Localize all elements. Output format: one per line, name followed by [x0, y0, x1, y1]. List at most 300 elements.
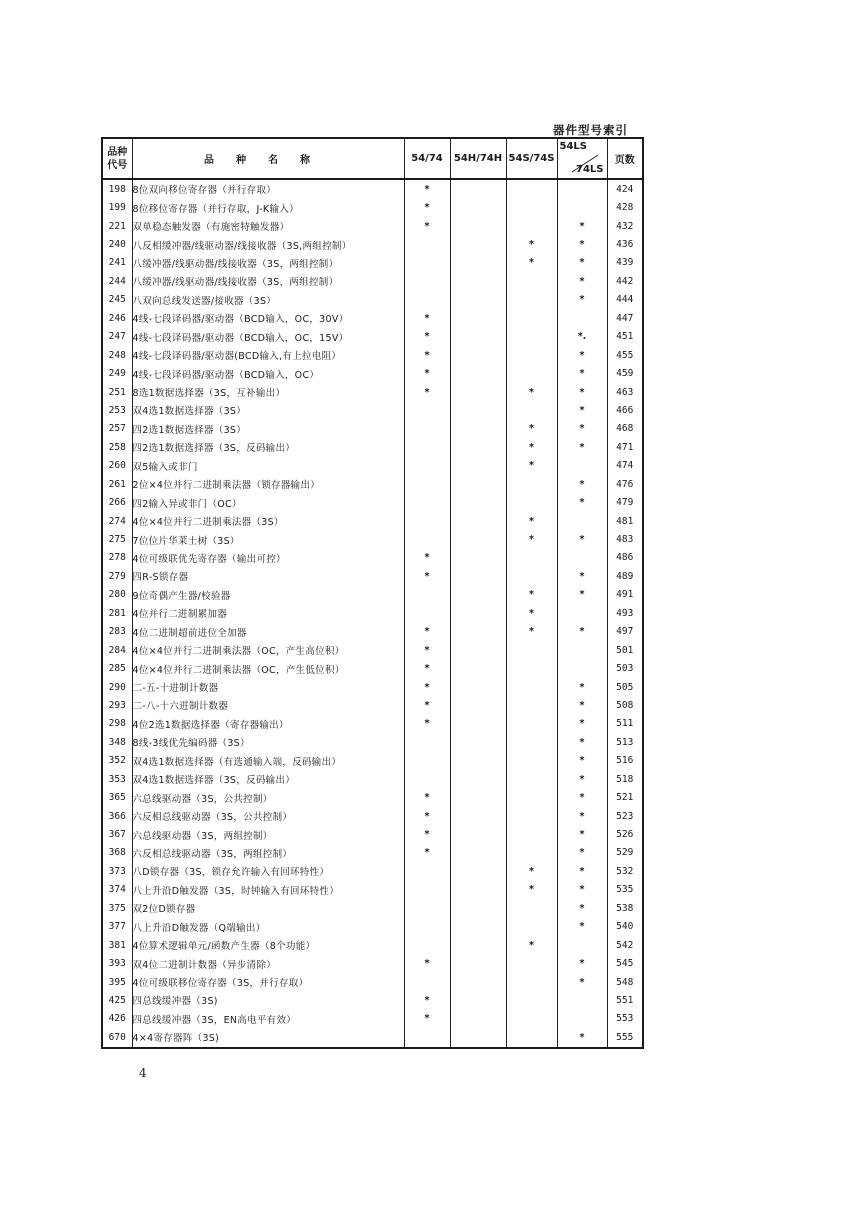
row-name: 4位可级联移位寄存器（3S，并行存取）	[132, 973, 404, 991]
mark-5474	[404, 438, 450, 456]
mark-54h	[450, 1028, 506, 1047]
row-page: 501	[607, 641, 643, 659]
mark-54s	[506, 954, 557, 972]
mark-5474: *	[404, 788, 450, 806]
mark-5474	[404, 401, 450, 419]
row-page: 439	[607, 254, 643, 272]
mark-54ls	[557, 309, 607, 327]
mark-54h	[450, 457, 506, 475]
row-page: 511	[607, 715, 643, 733]
table-row	[102, 217, 643, 235]
mark-5474	[404, 457, 450, 475]
table-row	[102, 179, 643, 198]
row-code: 348	[102, 733, 132, 751]
row-name: 8位双向移位寄存器（并行存取）	[132, 179, 404, 198]
row-code: 278	[102, 549, 132, 567]
mark-54s: *	[506, 862, 557, 880]
row-page: 532	[607, 862, 643, 880]
row-code: 373	[102, 862, 132, 880]
row-code: 353	[102, 770, 132, 788]
mark-54ls	[557, 659, 607, 677]
row-code: 670	[102, 1028, 132, 1047]
row-name: 7位位片华莱士树（3S）	[132, 530, 404, 548]
mark-54s: *	[506, 881, 557, 899]
table-row	[102, 788, 643, 806]
row-code: 284	[102, 641, 132, 659]
table-row	[102, 198, 643, 216]
table-row	[102, 401, 643, 419]
mark-54ls	[557, 604, 607, 622]
table-row	[102, 254, 643, 272]
table-row	[102, 991, 643, 1009]
mark-54h	[450, 752, 506, 770]
mark-54ls: *	[557, 420, 607, 438]
table-row	[102, 659, 643, 677]
mark-54ls	[557, 991, 607, 1009]
mark-54s	[506, 179, 557, 198]
row-code: 425	[102, 991, 132, 1009]
mark-5474: *	[404, 659, 450, 677]
mark-54s	[506, 918, 557, 936]
table-row	[102, 1028, 643, 1047]
mark-5474	[404, 862, 450, 880]
row-code: 290	[102, 678, 132, 696]
mark-54ls: *	[557, 586, 607, 604]
row-page: 459	[607, 364, 643, 382]
table-row	[102, 715, 643, 733]
row-code: 281	[102, 604, 132, 622]
mark-54s	[506, 733, 557, 751]
table-row	[102, 604, 643, 622]
row-code: 244	[102, 272, 132, 290]
row-code: 395	[102, 973, 132, 991]
row-code: 365	[102, 788, 132, 806]
mark-54ls	[557, 179, 607, 198]
mark-54ls: *	[557, 272, 607, 290]
device-index-table	[101, 137, 644, 1049]
mark-54ls: *	[557, 364, 607, 382]
mark-54s	[506, 788, 557, 806]
row-code: 260	[102, 457, 132, 475]
row-name: 八缓冲器/线驱动器/线接收器（3S，两组控制）	[132, 254, 404, 272]
header-5474: 54/74	[404, 138, 450, 179]
table-row	[102, 954, 643, 972]
table-row	[102, 586, 643, 604]
mark-54h	[450, 991, 506, 1009]
mark-54ls: *	[557, 383, 607, 401]
table-row	[102, 936, 643, 954]
index-title: 器件型号索引	[553, 123, 628, 137]
mark-54ls: *	[557, 678, 607, 696]
mark-5474	[404, 272, 450, 290]
mark-54h	[450, 973, 506, 991]
mark-54h	[450, 586, 506, 604]
row-code: 248	[102, 346, 132, 364]
mark-54s: *	[506, 235, 557, 253]
row-name: 四总线缓冲器（3S)	[132, 991, 404, 1009]
mark-54ls: *	[557, 623, 607, 641]
row-name: 4位可级联优先寄存器（输出可控）	[132, 549, 404, 567]
mark-54s	[506, 328, 557, 346]
table-row	[102, 844, 643, 862]
mark-5474: *	[404, 715, 450, 733]
mark-54ls	[557, 457, 607, 475]
mark-54h	[450, 272, 506, 290]
mark-5474	[404, 936, 450, 954]
mark-5474: *	[404, 844, 450, 862]
mark-5474	[404, 530, 450, 548]
mark-54h	[450, 549, 506, 567]
mark-54h	[450, 825, 506, 843]
row-code: 253	[102, 401, 132, 419]
row-code: 374	[102, 881, 132, 899]
table-row	[102, 973, 643, 991]
mark-54s	[506, 752, 557, 770]
row-name: 4线-七段译码器/驱动器（BCD输入，OC）	[132, 364, 404, 382]
table-row	[102, 493, 643, 511]
row-code: 352	[102, 752, 132, 770]
row-name: 4线-七段译码器/驱动器（BCD输入，OC，15V）	[132, 328, 404, 346]
mark-5474	[404, 493, 450, 511]
mark-54s	[506, 309, 557, 327]
row-page: 442	[607, 272, 643, 290]
page-number: 4	[139, 1066, 147, 1080]
row-code: 274	[102, 512, 132, 530]
row-code: 275	[102, 530, 132, 548]
header-code	[102, 138, 132, 179]
table-row	[102, 512, 643, 530]
mark-5474	[404, 918, 450, 936]
mark-5474: *	[404, 1010, 450, 1028]
mark-54h	[450, 328, 506, 346]
mark-54s: *	[506, 530, 557, 548]
row-name: 六反相总线驱动器（3S，公共控制）	[132, 807, 404, 825]
row-code: 261	[102, 475, 132, 493]
mark-54h	[450, 770, 506, 788]
mark-54ls: *	[557, 715, 607, 733]
mark-54ls	[557, 1010, 607, 1028]
row-page: 491	[607, 586, 643, 604]
mark-54h	[450, 788, 506, 806]
row-page: 432	[607, 217, 643, 235]
row-name: 双单稳态触发器（有施密特触发器）	[132, 217, 404, 235]
mark-54ls: *	[557, 954, 607, 972]
mark-54h	[450, 696, 506, 714]
mark-54ls: *	[557, 401, 607, 419]
row-name: 双4位二进制计数器（异步清除）	[132, 954, 404, 972]
row-page: 455	[607, 346, 643, 364]
mark-54s	[506, 641, 557, 659]
mark-54s	[506, 291, 557, 309]
mark-54s	[506, 549, 557, 567]
mark-5474: *	[404, 991, 450, 1009]
row-name: 八上升沿D触发器（Q端输出）	[132, 918, 404, 936]
mark-54s	[506, 973, 557, 991]
table-row	[102, 881, 643, 899]
mark-5474: *	[404, 179, 450, 198]
mark-54s	[506, 715, 557, 733]
mark-54ls: *	[557, 530, 607, 548]
mark-54h	[450, 346, 506, 364]
mark-54h	[450, 383, 506, 401]
row-code: 279	[102, 567, 132, 585]
mark-5474: *	[404, 309, 450, 327]
mark-54h	[450, 659, 506, 677]
mark-54h	[450, 364, 506, 382]
row-name: 4×4寄存器阵（3S)	[132, 1028, 404, 1047]
row-page: 513	[607, 733, 643, 751]
row-page: 540	[607, 918, 643, 936]
row-code: 198	[102, 179, 132, 198]
mark-54ls: *	[557, 438, 607, 456]
mark-5474: *	[404, 623, 450, 641]
row-code: 246	[102, 309, 132, 327]
mark-5474: *	[404, 641, 450, 659]
row-code: 241	[102, 254, 132, 272]
table-row	[102, 807, 643, 825]
mark-5474	[404, 752, 450, 770]
mark-54s	[506, 475, 557, 493]
table-row	[102, 530, 643, 548]
mark-54h	[450, 291, 506, 309]
mark-5474: *	[404, 696, 450, 714]
row-name: 四2输入异或非门（OC）	[132, 493, 404, 511]
mark-5474	[404, 973, 450, 991]
row-code: 245	[102, 291, 132, 309]
row-page: 486	[607, 549, 643, 567]
row-page: 503	[607, 659, 643, 677]
row-code: 251	[102, 383, 132, 401]
mark-54ls: *	[557, 475, 607, 493]
mark-5474	[404, 604, 450, 622]
row-page: 428	[607, 198, 643, 216]
mark-54ls: *	[557, 770, 607, 788]
mark-5474	[404, 770, 450, 788]
mark-54h	[450, 881, 506, 899]
row-name: 双2位D锁存器	[132, 899, 404, 917]
row-name: 4位×4位并行二进制乘法器（3S）	[132, 512, 404, 530]
table-row	[102, 733, 643, 751]
mark-54ls: *	[557, 254, 607, 272]
mark-54s: *	[506, 254, 557, 272]
header-54s: 54S/74S	[506, 138, 557, 179]
mark-54ls: *	[557, 862, 607, 880]
row-page: 436	[607, 235, 643, 253]
mark-54ls: *	[557, 973, 607, 991]
row-name: 八上升沿D触发器（3S，时钟输入有回环特性）	[132, 881, 404, 899]
row-name: 4位×4位并行二进制乘法器（OC，产生低位积）	[132, 659, 404, 677]
row-name: 六总线驱动器（3S，公共控制）	[132, 788, 404, 806]
row-page: 474	[607, 457, 643, 475]
row-name: 双4选1数据选择器（有选通输入端，反码输出）	[132, 752, 404, 770]
row-page: 476	[607, 475, 643, 493]
mark-54s	[506, 696, 557, 714]
row-page: 545	[607, 954, 643, 972]
row-code: 366	[102, 807, 132, 825]
row-page: 538	[607, 899, 643, 917]
mark-5474: *	[404, 567, 450, 585]
row-page: 508	[607, 696, 643, 714]
row-page: 535	[607, 881, 643, 899]
mark-54h	[450, 530, 506, 548]
mark-54ls	[557, 198, 607, 216]
mark-54h	[450, 604, 506, 622]
row-name: 六反相总线驱动器（3S，两组控制）	[132, 844, 404, 862]
table-row	[102, 328, 643, 346]
mark-54h	[450, 623, 506, 641]
table-header-row	[102, 138, 643, 179]
mark-5474	[404, 586, 450, 604]
mark-54h	[450, 807, 506, 825]
row-name: 8选1数据选择器（3S，互补输出）	[132, 383, 404, 401]
table-row	[102, 346, 643, 364]
row-name: 八D锁存器（3S，锁存允许输入有回环特性）	[132, 862, 404, 880]
mark-54ls: *	[557, 567, 607, 585]
row-name: 双4选1数据选择器（3S，反码输出）	[132, 770, 404, 788]
mark-54s	[506, 567, 557, 585]
mark-54ls: *	[557, 899, 607, 917]
mark-5474	[404, 733, 450, 751]
mark-54h	[450, 254, 506, 272]
mark-54ls: *	[557, 235, 607, 253]
mark-54ls	[557, 641, 607, 659]
mark-5474: *	[404, 217, 450, 235]
mark-5474: *	[404, 346, 450, 364]
row-code: 249	[102, 364, 132, 382]
mark-54h	[450, 217, 506, 235]
header-54h: 54H/74H	[450, 138, 506, 179]
row-page: 497	[607, 623, 643, 641]
table-row	[102, 383, 643, 401]
header-name: 品种名称	[132, 138, 404, 179]
mark-54s	[506, 1010, 557, 1028]
mark-54s	[506, 1028, 557, 1047]
mark-54h	[450, 862, 506, 880]
mark-54h	[450, 420, 506, 438]
row-name: 六总线驱动器（3S，两组控制）	[132, 825, 404, 843]
row-code: 258	[102, 438, 132, 456]
mark-54h	[450, 641, 506, 659]
mark-54s	[506, 825, 557, 843]
mark-5474	[404, 899, 450, 917]
table-row	[102, 770, 643, 788]
mark-54h	[450, 512, 506, 530]
row-code: 257	[102, 420, 132, 438]
mark-5474	[404, 291, 450, 309]
row-name: 8位移位寄存器（并行存取，J-K输入）	[132, 198, 404, 216]
mark-54s	[506, 198, 557, 216]
mark-54s	[506, 678, 557, 696]
mark-5474	[404, 254, 450, 272]
mark-54ls: *	[557, 752, 607, 770]
row-code: 240	[102, 235, 132, 253]
mark-54s: *	[506, 383, 557, 401]
mark-54h	[450, 567, 506, 585]
row-page: 481	[607, 512, 643, 530]
mark-54h	[450, 918, 506, 936]
mark-5474: *	[404, 807, 450, 825]
mark-54h	[450, 733, 506, 751]
mark-5474: *	[404, 198, 450, 216]
row-code: 247	[102, 328, 132, 346]
mark-54s	[506, 493, 557, 511]
header-54ls	[557, 138, 607, 179]
row-page: 468	[607, 420, 643, 438]
mark-5474	[404, 512, 450, 530]
row-page: 424	[607, 179, 643, 198]
row-code: 426	[102, 1010, 132, 1028]
mark-54s: *	[506, 457, 557, 475]
row-name: 4位×4位并行二进制乘法器（OC，产生高位积）	[132, 641, 404, 659]
header-code-line2: 代号	[107, 159, 128, 171]
table-row	[102, 623, 643, 641]
mark-54ls: *	[557, 696, 607, 714]
mark-54h	[450, 899, 506, 917]
mark-54s: *	[506, 586, 557, 604]
mark-54h	[450, 438, 506, 456]
table-row	[102, 825, 643, 843]
mark-5474: *	[404, 383, 450, 401]
mark-54h	[450, 198, 506, 216]
row-code: 375	[102, 899, 132, 917]
row-code: 285	[102, 659, 132, 677]
row-name: 八双向总线发送器/接收器（3S）	[132, 291, 404, 309]
mark-54ls: *	[557, 825, 607, 843]
mark-54s: *	[506, 623, 557, 641]
mark-54h	[450, 844, 506, 862]
row-code: 221	[102, 217, 132, 235]
mark-54s: *	[506, 420, 557, 438]
row-code: 393	[102, 954, 132, 972]
mark-54h	[450, 1010, 506, 1028]
row-page: 523	[607, 807, 643, 825]
row-name: 2位×4位并行二进制乘法器（锁存器输出）	[132, 475, 404, 493]
header-page: 页数	[607, 138, 643, 179]
mark-5474: *	[404, 678, 450, 696]
mark-54ls	[557, 936, 607, 954]
mark-54h	[450, 493, 506, 511]
row-name: 4线-七段译码器/驱动器(BCD输入,有上拉电阻）	[132, 346, 404, 364]
mark-54s	[506, 346, 557, 364]
mark-54s	[506, 272, 557, 290]
row-code: 266	[102, 493, 132, 511]
table-body	[102, 179, 643, 1048]
mark-54h	[450, 401, 506, 419]
header-54ls-top: 54LS	[559, 141, 587, 152]
row-page: 451	[607, 328, 643, 346]
mark-54s	[506, 770, 557, 788]
mark-54s	[506, 844, 557, 862]
row-page: 548	[607, 973, 643, 991]
mark-5474	[404, 881, 450, 899]
mark-54h	[450, 309, 506, 327]
mark-54s: *	[506, 438, 557, 456]
row-page: 466	[607, 401, 643, 419]
table-row	[102, 918, 643, 936]
row-name: 四2选1数据选择器（3S，反码输出）	[132, 438, 404, 456]
mark-54s	[506, 899, 557, 917]
mark-54h	[450, 936, 506, 954]
row-code: 381	[102, 936, 132, 954]
mark-54ls: *	[557, 346, 607, 364]
row-code: 283	[102, 623, 132, 641]
table-row	[102, 1010, 643, 1028]
table-row	[102, 862, 643, 880]
table-row	[102, 272, 643, 290]
row-code: 280	[102, 586, 132, 604]
row-name: 八缓冲器/线驱动器/线接收器（3S，两组控制）	[132, 272, 404, 290]
table-row	[102, 364, 643, 382]
